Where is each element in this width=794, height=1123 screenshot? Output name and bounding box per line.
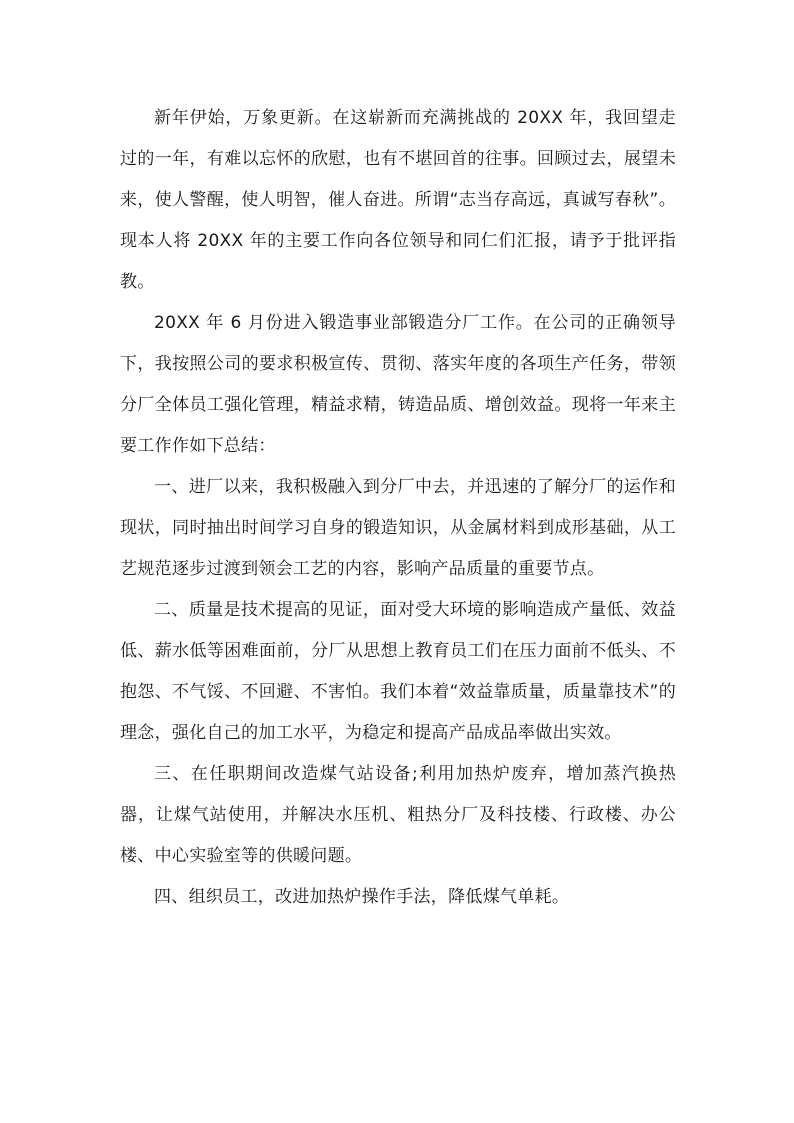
paragraph-item-2: 二、质量是技术提高的见证，面对受大环境的影响造成产量低、效益低、薪水低等困难面前，分厂从思想上教育员工们在压力面前不低头、不抱怨、不气馁、不回避、不害怕。我们本着“效益靠质量，质量靠技术”的理念，强化自己的加工水平，为稳定和提高产品成品率做出实效。 [120,600,676,743]
paragraph-item-1: 一、进厂以来，我积极融入到分厂中去，并迅速的了解分厂的运作和现状，同时抽出时间学习自身的锻造知识，从金属材料到成形基础，从工艺规范逐步过渡到领会工艺的内容，影响产品质量的重要节点。 [120,477,676,579]
paragraph-intro: 新年伊始，万象更新。在这崭新而充满挑战的 20XX 年，我回望走过的一年，有难以忘怀的欣慰，也有不堪回首的往事。回顾过去，展望未来，使人警醒，使人明智，催人奋进。所谓“志当存高远，真诚写春秋”。现本人将 20XX 年的主要工作向各位领导和同仁们汇报，请予于批评指教。 [120,108,676,292]
document-body [120,98,676,918]
paragraph-background: 20XX 年 6 月份进入锻造事业部锻造分厂工作。在公司的正确领导下，我按照公司的要求积极宣传、贯彻、落实年度的各项生产任务，带领分厂全体员工强化管理，精益求精，铸造品质、增创效益。现将一年来主要工作作如下总结： [120,313,676,456]
paragraph-item-3: 三、在任职期间改造煤气站设备;利用加热炉废弃，增加蒸汽换热器，让煤气站使用，并解决水压机、粗热分厂及科技楼、行政楼、办公楼、中心实验室等的供暖问题。 [120,764,676,866]
paragraph-item-4: 四、组织员工，改进加热炉操作手法，降低煤气单耗。 [154,887,570,907]
